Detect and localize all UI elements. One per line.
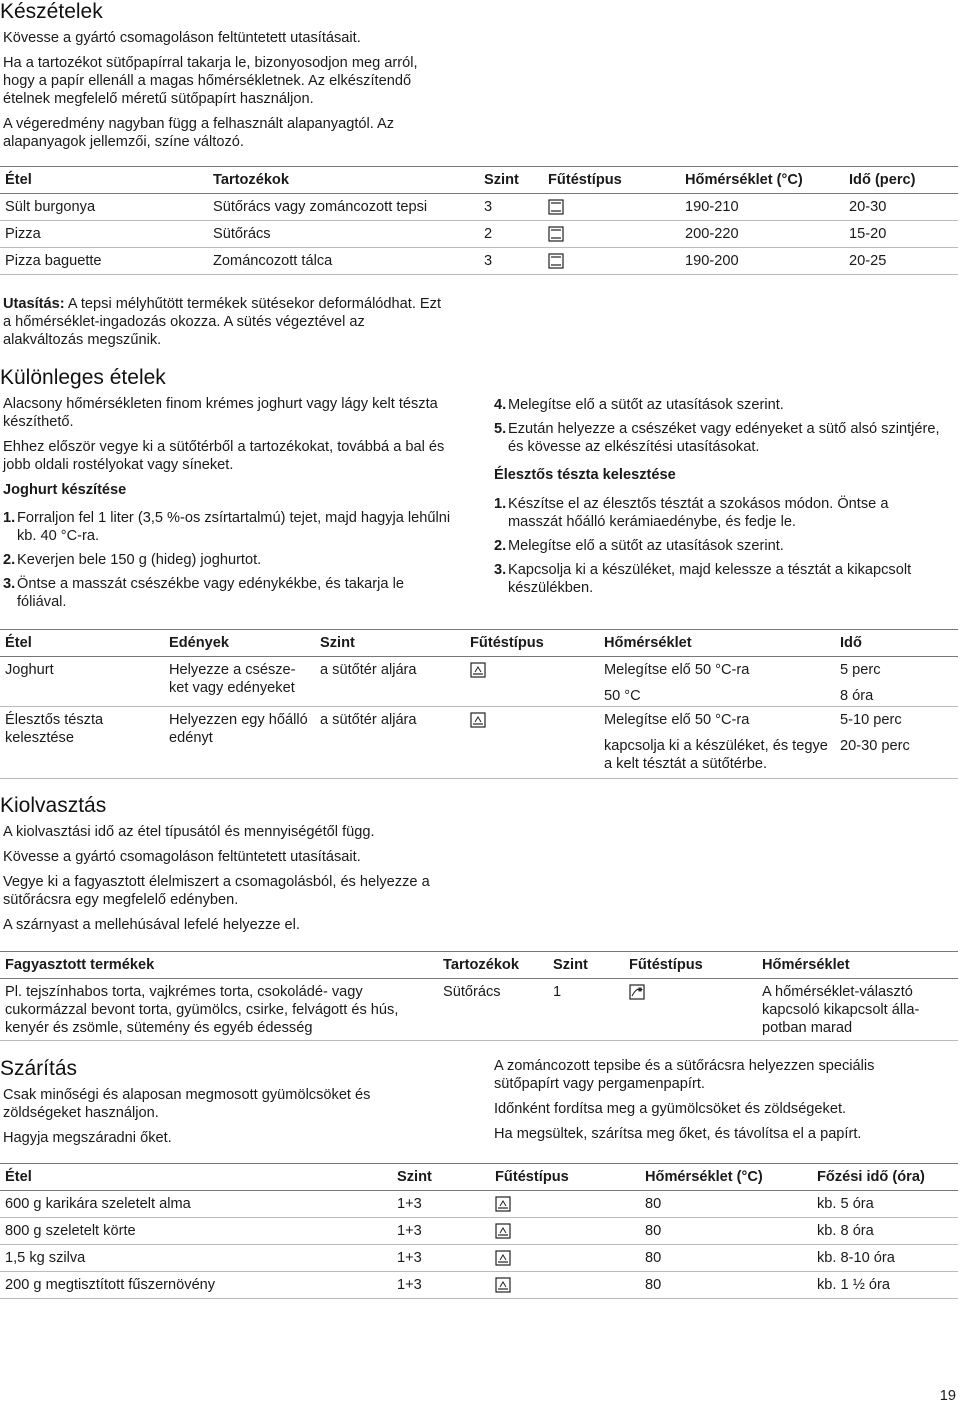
paragraph: Kövesse a gyártó csomagoláson feltüntetett utasításait. (3, 849, 361, 865)
cell: A hőmérséklet-választó kapcsoló kikapcsolt álla-potban marad (757, 979, 958, 1041)
cell: 20-30 (844, 194, 958, 221)
col-header: Étel (0, 1164, 392, 1191)
cell: Sütőrács vagy zománcozott tepsi (208, 194, 479, 221)
cell: 1+3 (392, 1272, 490, 1299)
cell: 80 (640, 1272, 812, 1299)
cell (490, 1245, 640, 1272)
cell (490, 1272, 640, 1299)
paragraph: Ehhez először vegye ki a sütőtérből a tartozékokat, továbbá a bal és jobb oldali rostélyokat vagy síneket. (3, 439, 445, 473)
cell: 800 g szeletelt körte (0, 1218, 392, 1245)
list-item (494, 561, 944, 597)
paragraph: Időnként fordítsa meg a gyümölcsöket és zöldségeket. (494, 1101, 847, 1117)
step-text: Ezután helyezze a csészéket vagy edényeket a sütő alsó szintjére, és kövesse az elkészítési utasításokat. (508, 421, 940, 455)
cell: Pizza baguette (0, 248, 208, 275)
table-row (0, 1272, 958, 1299)
ready-meals-table (0, 166, 958, 275)
cell: 1+3 (392, 1245, 490, 1272)
cell: 80 (640, 1218, 812, 1245)
col-header: Hőmérséklet (°C) (640, 1164, 812, 1191)
cell (599, 657, 835, 707)
section-title-keszetelek: Készételek (0, 0, 103, 23)
page-number: 19 (939, 1388, 956, 1404)
special-left-column (3, 395, 455, 617)
cell: 15-20 (844, 221, 958, 248)
cell: 3 (479, 248, 543, 275)
paragraph: Alacsony hőmérsékleten finom krémes joghurt vagy lágy kelt tészta készíthető. (3, 396, 438, 430)
col-header: Hőmérséklet (°C) (680, 167, 844, 194)
cell (599, 707, 835, 779)
col-header: Idő (835, 630, 958, 657)
table-row (0, 194, 958, 221)
col-header: Hőmérséklet (599, 630, 835, 657)
cell: kb. 8 óra (812, 1218, 958, 1245)
step-number: 1. (494, 496, 507, 512)
time-line: 20-30 perc (840, 738, 910, 754)
paragraph: Ha a tartozékot sütőpapírral takarja le, bizonyosodjon meg arról, hogy a papír ellenáll a magas hőmérsékletnek. Az elkészítendő ételnek megfelelő méretű sütőpapírt használjon. (3, 55, 418, 107)
paragraph: A kiolvasztási idő az étel típusától és mennyiségétől függ. (3, 824, 375, 840)
defrost-text (3, 823, 443, 941)
step-text: Keverjen bele 150 g (hideg) joghurtot. (17, 552, 262, 568)
cell: Pizza (0, 221, 208, 248)
drying-right-text (494, 1057, 934, 1150)
cell (543, 248, 680, 275)
step-number: 5. (494, 421, 507, 437)
table-row (0, 979, 958, 1041)
cell: 200-220 (680, 221, 844, 248)
step-text: Melegítse elő a sütőt az utasítások szerint. (508, 397, 784, 413)
bottom-heat-icon (470, 712, 486, 728)
temp-line: Melegítse elő 50 °C-ra (604, 712, 750, 728)
cell: a sütőtér aljára (315, 707, 465, 779)
hot-air-icon (495, 1277, 511, 1293)
cell: Sütőrács (438, 979, 548, 1041)
defrost-table (0, 951, 958, 1041)
temp-line: 50 °C (604, 688, 641, 704)
col-header: Főzési idő (óra) (812, 1164, 958, 1191)
table-row (0, 1218, 958, 1245)
table-row (0, 707, 958, 779)
list-item (494, 396, 944, 414)
top-bottom-heat-icon (548, 199, 564, 215)
paragraph: A szárnyast a mellehúsával lefelé helyezze el. (3, 917, 300, 933)
list-item (494, 537, 944, 555)
table-header-row (0, 1164, 958, 1191)
cell: kb. 5 óra (812, 1191, 958, 1218)
cell: 190-210 (680, 194, 844, 221)
joghurt-steps (3, 509, 455, 611)
time-line: 5-10 perc (840, 712, 902, 728)
col-header: Fűtéstípus (490, 1164, 640, 1191)
cell: a sütőtér aljára (315, 657, 465, 707)
cell: 200 g megtisztított fűszernövény (0, 1272, 392, 1299)
cell: 80 (640, 1191, 812, 1218)
step-number: 3. (494, 562, 507, 578)
section-title-kulonleges: Különleges ételek (0, 366, 166, 389)
col-header: Edények (164, 630, 315, 657)
col-header: Szint (479, 167, 543, 194)
table-row (0, 248, 958, 275)
list-item (3, 509, 455, 545)
step-number: 2. (3, 552, 16, 568)
col-header: Hőmérséklet (757, 952, 958, 979)
cell: 1+3 (392, 1191, 490, 1218)
step-number: 1. (3, 510, 16, 526)
temp-line: kapcsolja ki a készüléket, és tegye a kelt tésztát a sütőtérbe. (604, 738, 828, 772)
eleszto-steps (494, 495, 944, 597)
cell: Helyezze a csésze-ket vagy edényeket (164, 657, 315, 707)
col-header: Szint (315, 630, 465, 657)
cell: 600 g karikára szeletelt alma (0, 1191, 392, 1218)
time-line: 5 perc (840, 662, 881, 678)
section-title-kiolvasztas: Kiolvasztás (0, 794, 107, 817)
cell: Élesztős tészta kelesztése (0, 707, 164, 779)
cell (465, 707, 599, 779)
table-header-row (0, 167, 958, 194)
col-header: Szint (392, 1164, 490, 1191)
table-row (0, 657, 958, 707)
paragraph: Ha megsültek, szárítsa meg őket, és távolítsa el a papírt. (494, 1126, 862, 1142)
drying-left-text (3, 1086, 443, 1154)
bottom-heat-icon (470, 662, 486, 678)
cell (490, 1191, 640, 1218)
list-item (3, 551, 455, 569)
step-text: Készítse el az élesztős tésztát a szokásos módon. Öntse a masszát hőálló kerámiaedénybe, és fedje le. (508, 496, 889, 530)
cell (624, 979, 757, 1041)
cell: 2 (479, 221, 543, 248)
special-meals-table (0, 629, 958, 779)
note (3, 295, 443, 349)
step-text: Öntse a masszát csészékbe vagy edénykékbe, és takarja le fóliával. (17, 576, 404, 610)
drying-table (0, 1163, 958, 1299)
step-text: Melegítse elő a sütőt az utasítások szerint. (508, 538, 784, 554)
col-header: Fűtéstípus (543, 167, 680, 194)
cell: 1,5 kg szilva (0, 1245, 392, 1272)
table-header-row (0, 952, 958, 979)
cell (543, 221, 680, 248)
cell: kb. 8-10 óra (812, 1245, 958, 1272)
cell: Joghurt (0, 657, 164, 707)
subtitle-joghurt: Joghurt készítése (3, 482, 127, 498)
paragraph: A végeredmény nagyban függ a felhasznált alapanyagtól. Az alapanyagok jellemzői, színe változó. (3, 116, 395, 150)
col-header: Tartozékok (438, 952, 548, 979)
cell (490, 1218, 640, 1245)
step-number: 2. (494, 538, 507, 554)
cell: Sült burgonya (0, 194, 208, 221)
cell: 80 (640, 1245, 812, 1272)
col-header: Étel (0, 630, 164, 657)
table-row (0, 1191, 958, 1218)
cell: 1 (548, 979, 624, 1041)
special-right-column (494, 396, 944, 603)
col-header: Fagyasztott termékek (0, 952, 438, 979)
subtitle-eleszto: Élesztős tészta kelesztése (494, 467, 676, 483)
hot-air-icon (495, 1250, 511, 1266)
paragraph: A zománcozott tepsibe és a sütőrácsra helyezzen speciális sütőpapírt vagy pergamenpapírt. (494, 1058, 875, 1092)
step-number: 3. (3, 576, 16, 592)
cell: Pl. tejszínhabos torta, vajkrémes torta, csokoládé- vagy cukormázzal bevont torta, gyümölcs, csirke, felvágott és hús, kenyér és zsömle, sütemény és egyéb édesség (0, 979, 438, 1041)
intro-text (3, 29, 443, 158)
top-bottom-heat-icon (548, 253, 564, 269)
top-bottom-heat-icon (548, 226, 564, 242)
step-number: 4. (494, 397, 507, 413)
right-steps (494, 396, 944, 456)
cell: Helyezzen egy hőálló edényt (164, 707, 315, 779)
note-label: Utasítás: (3, 296, 65, 312)
step-text: Kapcsolja ki a készüléket, majd kelessze a tésztát a kikapcsolt készülékben. (508, 562, 912, 596)
col-header: Tartozékok (208, 167, 479, 194)
col-header: Fűtéstípus (465, 630, 599, 657)
cell: 1+3 (392, 1218, 490, 1245)
table-row (0, 1245, 958, 1272)
col-header: Idő (perc) (844, 167, 958, 194)
cell: Zománcozott tálca (208, 248, 479, 275)
paragraph: Vegye ki a fagyasztott élelmiszert a csomagolásból, és helyezze a sütőrácsra egy megfelelő edényben. (3, 874, 430, 908)
hot-air-icon (495, 1223, 511, 1239)
cell (465, 657, 599, 707)
cell: Sütőrács (208, 221, 479, 248)
col-header: Szint (548, 952, 624, 979)
col-header: Fűtéstípus (624, 952, 757, 979)
defrost-icon (629, 984, 645, 1000)
table-header-row (0, 630, 958, 657)
cell (835, 707, 958, 779)
hot-air-icon (495, 1196, 511, 1212)
cell: 3 (479, 194, 543, 221)
step-text: Forraljon fel 1 liter (3,5 %-os zsírtartalmú) tejet, majd hagyja lehűlni kb. 40 °C-ra. (17, 510, 451, 544)
cell (543, 194, 680, 221)
time-line: 8 óra (840, 688, 874, 704)
paragraph: Csak minőségi és alaposan megmosott gyümölcsöket és zöldségeket használjon. (3, 1087, 371, 1121)
list-item (494, 495, 944, 531)
cell (835, 657, 958, 707)
table-row (0, 221, 958, 248)
cell: kb. 1 ½ óra (812, 1272, 958, 1299)
temp-line: Melegítse elő 50 °C-ra (604, 662, 750, 678)
cell: 190-200 (680, 248, 844, 275)
col-header: Étel (0, 167, 208, 194)
list-item (3, 575, 455, 611)
paragraph: Hagyja megszáradni őket. (3, 1130, 172, 1146)
cell: 20-25 (844, 248, 958, 275)
section-title-szaritas: Szárítás (0, 1057, 78, 1080)
paragraph: Kövesse a gyártó csomagoláson feltüntetett utasításait. (3, 30, 361, 46)
list-item (494, 420, 944, 456)
note-text: A tepsi mélyhűtött termékek sütésekor deformálódhat. Ezt a hőmérséklet-ingadozás okozza. A sütés végeztével az alakváltozás megszűnik. (3, 296, 442, 348)
